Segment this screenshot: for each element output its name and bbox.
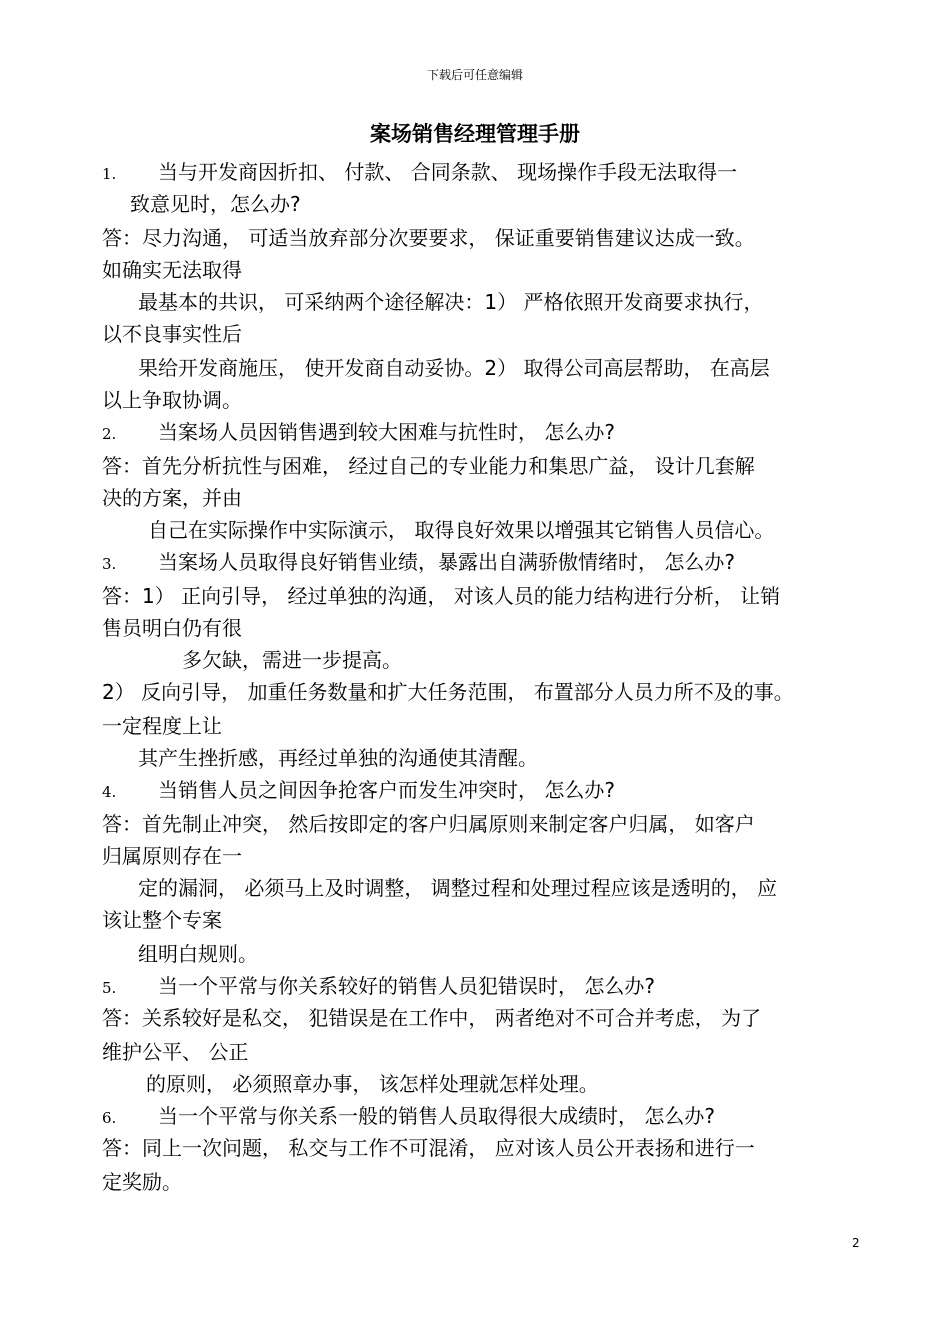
item-number: 1. [102, 165, 117, 183]
line-text: 维护公平、 公正 [102, 1040, 249, 1064]
text-line [102, 616, 242, 640]
text-line [102, 1136, 755, 1160]
text-line [102, 226, 755, 250]
text-line [182, 648, 402, 672]
line-text: 当销售人员之间因争抢客户而发生冲突时， 怎么办? [158, 778, 615, 802]
text-line [146, 1072, 599, 1096]
line-text: 多欠缺，需进一步提高。 [182, 648, 402, 672]
text-line [102, 420, 615, 446]
line-text: 以上争取协调。 [102, 388, 242, 412]
line-text: 答：同上一次问题， 私交与工作不可混淆， 应对该人员公开表扬和进行一 [102, 1136, 755, 1160]
text-line [102, 322, 242, 346]
line-text: 当一个平常与你关系一般的销售人员取得很大成绩时， 怎么办? [158, 1104, 715, 1128]
line-text: 当与开发商因折扣、 付款、 合同条款、 现场操作手段无法取得一 [158, 160, 738, 184]
line-text: 当案场人员取得良好销售业绩，暴露出自满骄傲情绪时， 怎么办? [158, 550, 735, 574]
item-number: 4. [102, 783, 117, 801]
line-text: 答：1） 正向引导， 经过单独的沟通， 对该人员的能力结构进行分析， 让销 [102, 584, 781, 608]
line-text: 组明白规则。 [138, 942, 258, 966]
page-header: 下载后可任意编辑 [426, 68, 523, 82]
text-line [102, 1040, 248, 1064]
line-text: 其产生挫折感，再经过单独的沟通使其清醒。 [138, 746, 538, 770]
item-number: 2. [102, 425, 117, 443]
text-line [138, 356, 770, 380]
text-line [102, 1170, 182, 1194]
text-line [102, 160, 737, 186]
text-line [102, 550, 735, 576]
text-line [102, 584, 780, 608]
page-number: 2 [852, 1236, 860, 1250]
line-text: 答：首先分析抗性与困难， 经过自己的专业能力和集思广益， 设计几套解 [102, 454, 755, 478]
text-line [102, 258, 242, 282]
text-line [130, 192, 301, 216]
text-line [102, 812, 755, 836]
text-line [102, 1104, 715, 1130]
text-line [138, 746, 538, 770]
line-text: 答：关系较好是私交， 犯错误是在工作中， 两者绝对不可合并考虑， 为了 [102, 1006, 762, 1030]
text-line [138, 876, 777, 900]
item-number: 5. [102, 979, 117, 997]
line-text: 答：首先制止冲突， 然后按即定的客户归属原则来制定客户归属， 如客户 [102, 812, 755, 836]
text-line [102, 974, 655, 1000]
text-line [102, 844, 242, 868]
line-text: 2） 反向引导， 加重任务数量和扩大任务范围， 布置部分人员力所不及的事。 [102, 680, 794, 704]
document-title: 案场销售经理管理手册 [370, 122, 580, 146]
text-line [102, 908, 222, 932]
line-text: 如确实无法取得 [102, 258, 242, 282]
text-line [102, 1006, 761, 1030]
text-line [102, 454, 755, 478]
text-line [102, 778, 615, 804]
line-text: 该让整个专案 [102, 908, 222, 932]
text-line [102, 486, 242, 510]
line-text: 一定程度上让 [102, 714, 222, 738]
line-text: 定的漏洞， 必须马上及时调整， 调整过程和处理过程应该是透明的， 应 [138, 876, 778, 900]
text-line [102, 714, 222, 738]
line-text: 的原则， 必须照章办事， 该怎样处理就怎样处理。 [146, 1072, 599, 1096]
line-text: 归属原则存在一 [102, 844, 242, 868]
item-number: 6. [102, 1109, 117, 1127]
line-text: 当案场人员因销售遇到较大困难与抗性时， 怎么办? [158, 420, 615, 444]
line-text: 决的方案，并由 [102, 486, 242, 510]
text-line [138, 290, 763, 314]
text-line [102, 388, 242, 412]
text-line [138, 942, 258, 966]
line-text: 售员明白仍有很 [102, 616, 242, 640]
text-line [148, 518, 774, 542]
item-number: 3. [102, 555, 117, 573]
text-line [102, 680, 794, 704]
line-text: 果给开发商施压， 使开发商自动妥协。2） 取得公司高层帮助， 在高层 [138, 356, 770, 380]
line-text: 最基本的共识， 可采纳两个途径解决：1） 严格依照开发商要求执行， [138, 290, 764, 314]
line-text: 答：尽力沟通， 可适当放弃部分次要要求， 保证重要销售建议达成一致。 [102, 226, 755, 250]
line-text: 当一个平常与你关系较好的销售人员犯错误时， 怎么办? [158, 974, 655, 998]
line-text: 自己在实际操作中实际演示， 取得良好效果以增强其它销售人员信心。 [148, 518, 775, 542]
line-text: 致意见时，怎么办? [130, 192, 301, 216]
line-text: 定奖励。 [102, 1170, 182, 1194]
line-text: 以不良事实性后 [102, 322, 242, 346]
